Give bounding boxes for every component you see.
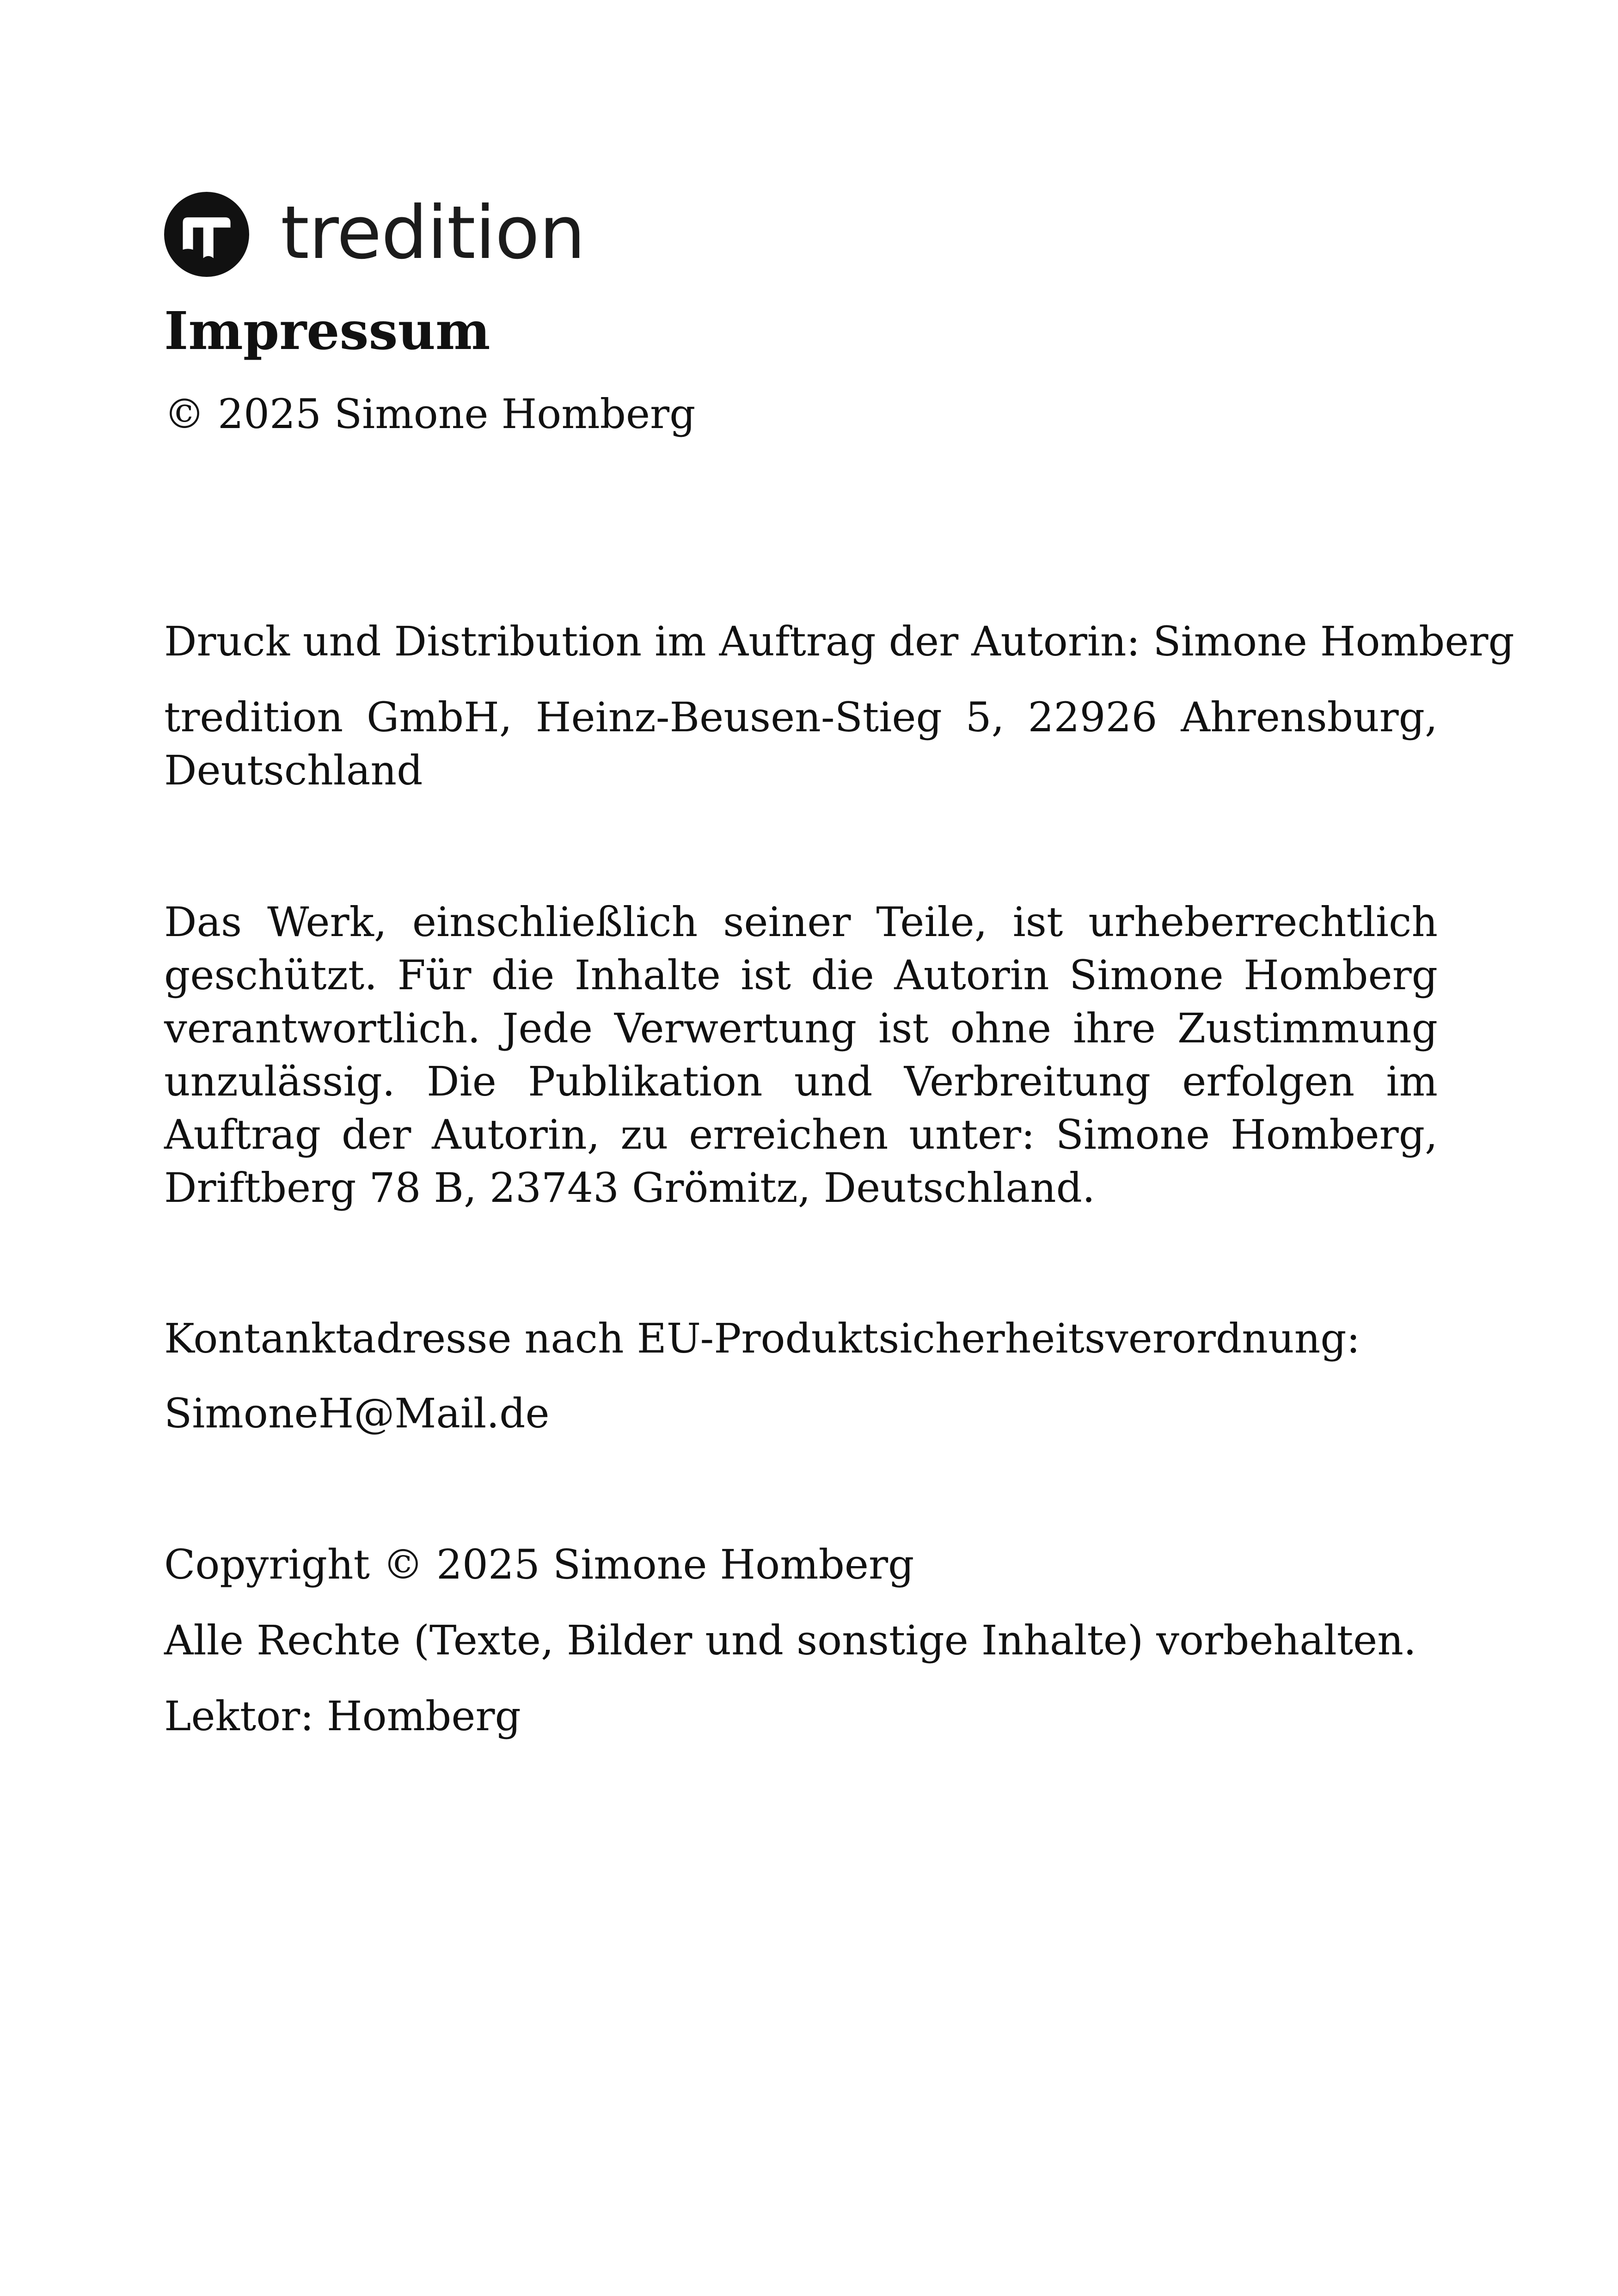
footer-copyright: Copyright © 2025 Simone Homberg [164, 1541, 914, 1588]
footer-rights: Alle Rechte (Texte, Bilder und sonstige Inhalte) vorbehalten. [164, 1616, 1416, 1664]
contact-label: Kontanktadresse nach EU-Produktsicherheitsverordnung: [164, 1315, 1361, 1362]
distributor-address: tredition GmbH, Heinz-Beusen-Stieg 5, 22926 Ahrensburg, Deutschland [164, 693, 1438, 794]
distribution-line: Druck und Distribution im Auftrag der Autorin: Simone Homberg [164, 618, 1514, 665]
logo-wordmark: tredition [281, 190, 585, 276]
footer-editor: Lektor: Homberg [164, 1692, 521, 1740]
page-title: Impressum [164, 301, 490, 361]
contact-email: SimoneH@Mail.de [164, 1390, 550, 1437]
copyright-notice: © 2025 Simone Homberg [164, 390, 696, 438]
publisher-logo [164, 190, 585, 278]
tredition-logo-icon [164, 192, 249, 277]
rights-paragraph: Das Werk, einschließlich seiner Teile, ist urheberrechtlich geschützt. Für die Inhalte ist die Autorin Simone Homberg verantwortlich. Jede Verwertung ist ohne ihre Zustimmung unzulässig. Die Publikation und Verbreitung erfolgen im Auftrag der Autorin, zu erreichen unter: Simone Homberg, Driftberg 78 B, 23743 Grömitz, Deutschland. [164, 898, 1438, 1212]
